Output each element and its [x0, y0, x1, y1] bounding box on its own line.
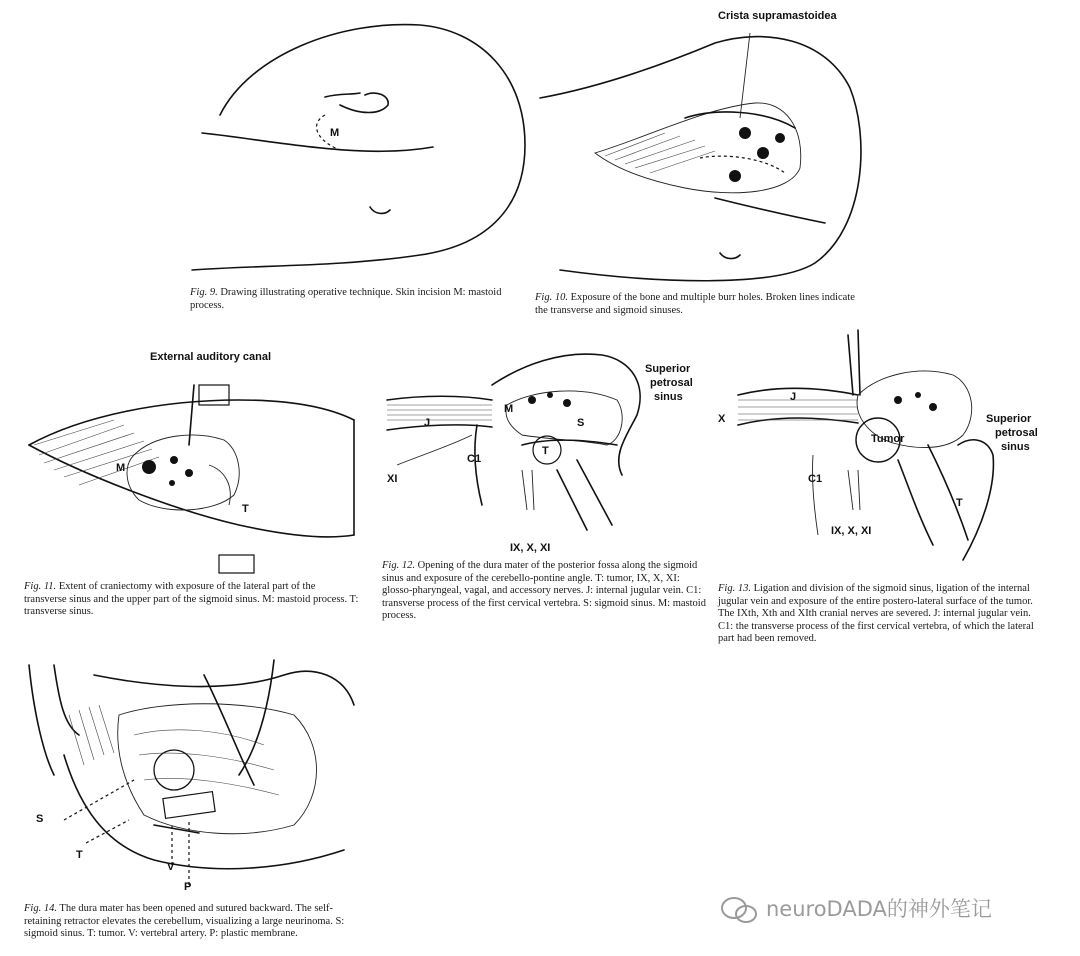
- fig12-label-t: T: [542, 445, 549, 457]
- fig13-label-sinus: sinus: [1001, 441, 1030, 453]
- wechat-icon: [720, 896, 760, 929]
- fig12-label-nerves: IX, X, XI: [510, 542, 551, 554]
- fig12-label-superior: Superior: [645, 363, 691, 375]
- fig14-label-t: T: [76, 849, 83, 861]
- figure-11: [24, 345, 364, 625]
- fig10-label-crista: Crista supramastoidea: [718, 10, 837, 22]
- figure-10-drawing: [535, 8, 870, 288]
- fig14-number: Fig. 14.: [24, 903, 57, 914]
- figure-11-drawing: [24, 345, 364, 575]
- fig9-caption-text: Drawing illustrating operative technique. Skin incision M: mastoid process.: [190, 287, 502, 311]
- fig14-label-s: S: [36, 813, 44, 825]
- fig10-caption-text: Exposure of the bone and multiple burr holes. Broken lines indicate the transverse and sigmoid sinuses.: [535, 292, 855, 316]
- fig9-label-m: M: [330, 127, 340, 139]
- figure-9-drawing: [190, 15, 530, 275]
- figure-12-drawing: [382, 345, 717, 545]
- fig9-number: Fig. 9.: [190, 287, 218, 298]
- fig10-number: Fig. 10.: [535, 292, 568, 303]
- fig13-label-superior: Superior: [986, 413, 1032, 425]
- fig13-label-c1: C1: [808, 473, 823, 485]
- fig12-label-m: M: [504, 403, 514, 415]
- figure-14: [24, 655, 364, 955]
- fig10-caption: [535, 292, 865, 317]
- fig12-label-sinus: sinus: [654, 391, 683, 403]
- fig13-number: Fig. 13.: [718, 583, 751, 594]
- figure-10: [535, 8, 870, 318]
- fig13-label-nerves: IX, X, XI: [831, 525, 872, 537]
- fig12-caption-text: Opening of the dura mater of the posterior fossa along the sigmoid sinus and exposure of the cerebello-pontine angle. T: tumor, IX, X, XI: glosso-pharyngeal, vagal, and accessory nerves. J: internal jugular vein. C1: transverse process of the first cervical vertebra. S: sigmoid sinus. M: mastoid process.: [382, 560, 706, 621]
- fig9-caption: [190, 287, 515, 312]
- figure-14-drawing: [24, 655, 364, 890]
- fig14-caption: [24, 903, 359, 941]
- figure-9: [190, 15, 530, 315]
- fig13-label-j: J: [790, 391, 797, 403]
- fig13-label-t: T: [956, 497, 963, 509]
- fig12-label-j: J: [424, 417, 431, 429]
- fig11-label-t: T: [242, 503, 249, 515]
- figure-12: [382, 345, 717, 630]
- fig12-label-c1: C1: [467, 453, 482, 465]
- fig11-label-eac: External auditory canal: [150, 351, 272, 363]
- fig12-caption: [382, 560, 712, 623]
- figure-13: [718, 325, 1053, 650]
- fig13-label-petrosal: petrosal: [995, 427, 1038, 439]
- fig11-number: Fig. 11.: [24, 581, 57, 592]
- fig14-label-v: V: [167, 861, 175, 873]
- fig12-label-xi: XI: [387, 473, 398, 485]
- fig14-caption-text: The dura mater has been opened and sutured backward. The self-retaining retractor elevates the cerebellum, visualizing a large neurinoma. S: sigmoid sinus. T: tumor. V: vertebral artery. P: plastic membrane.: [24, 903, 345, 939]
- fig13-label-x: X: [718, 413, 726, 425]
- fig13-caption-text: Ligation and division of the sigmoid sinus, ligation of the internal jugular vein and exposure of the entire postero-lateral surface of the tumor. The IXth, Xth and XIth cranial nerves are severed. J: internal jugular vein. C1: the transverse process of the first cervical vertebra, of which the lateral part had been removed.: [718, 583, 1034, 644]
- fig12-label-petrosal: petrosal: [650, 377, 693, 389]
- watermark-text: neuroDADA的神外笔记: [766, 897, 992, 921]
- fig11-caption-text: Extent of craniectomy with exposure of the lateral part of the transverse sinus and the upper part of the sigmoid sinus. M: mastoid process. T: transverse sinus.: [24, 581, 359, 617]
- fig14-label-p: P: [184, 881, 192, 893]
- fig13-caption: [718, 583, 1048, 646]
- fig11-label-m: M: [116, 462, 126, 474]
- fig11-caption: [24, 581, 359, 619]
- fig12-label-s: S: [577, 417, 585, 429]
- fig13-label-tumor: Tumor: [871, 433, 905, 445]
- fig12-number: Fig. 12.: [382, 560, 415, 571]
